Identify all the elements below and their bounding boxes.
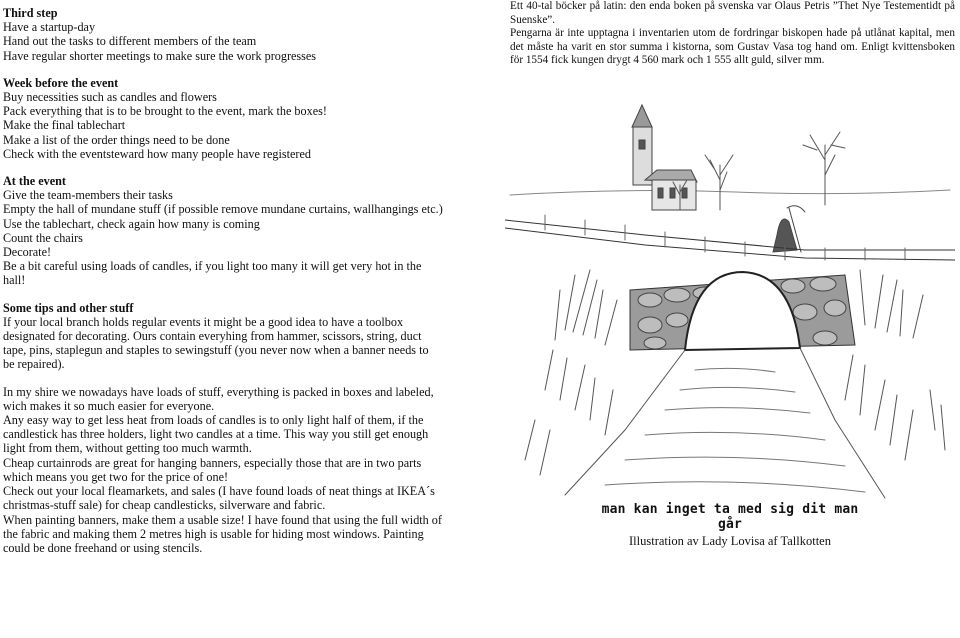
tip-paragraph: Cheap curtainrods are great for hanging banners, especially those that are in two parts which means you get two for the price of one! — [3, 455, 422, 484]
right-text-block — [510, 0, 955, 68]
tip-paragraph: Any easy way to get less heat from loads of candles is to only light half of them, if the candlestick has three holders, light two candles at a time. This way you still get enough light from them, without getting too much warmth. — [3, 413, 429, 456]
section-line: Buy necessities such as candles and flowers — [3, 90, 217, 105]
bridge-illustration — [505, 100, 955, 500]
trees-drawing — [673, 132, 845, 210]
section-title: At the event — [3, 174, 66, 189]
section-line: Make a list of the order things need to be done — [3, 132, 230, 147]
motto-text: man kan inget ta med sig dit man går — [601, 502, 859, 532]
section-at-event — [3, 174, 443, 288]
left-column — [3, 6, 443, 555]
swedish-paragraph: Pengarna är inte upptagna i inventarien utom de fordringar biskopen hade på utlånat kapital, men det måste ha varit en stor summa i kistorna, som Gustav Vasa tog hand om. Enligt kvittensboken för 1554 fick kungen drygt 4 560 mark och 1 555 allt guld, silver mm. — [510, 27, 955, 67]
tip-paragraph: When painting banners, make them a usable size! I have found that using the full width of the fabric and making them 2 metres high is usable for hiding most windows. Painting could be done freehand or using stencils. — [3, 512, 442, 555]
section-line: Decorate! — [3, 245, 52, 260]
tip-paragraph: In my shire we nowadays have loads of stuff, everything is packed in boxes and labeled, wich makes it so much easier for everyone. — [3, 384, 434, 413]
section-title: Week before the event — [3, 75, 119, 90]
church-drawing — [632, 105, 697, 210]
illustration-credit: Illustration av Lady Lovisa af Tallkotten — [629, 534, 831, 548]
section-line: Count the chairs — [3, 230, 83, 245]
tip-paragraph: Check out your local fleamarkets, and sales (I have found loads of neat things at IKEA´s christmas-stuff sale) for cheap candlesticks, silverware and fabric. — [3, 484, 435, 513]
section-line: If your local branch holds regular events it might be a good idea to have a toolbox designated for decorating. Ours contain everyhing from hammer, scissors, string, duct tape, pins, staplegun and staples to sewingstuff (you never now when a banner needs to be repaired). — [3, 314, 429, 372]
section-third-step — [3, 6, 443, 63]
section-line: Empty the hall of mundane stuff (if possible remove mundane curtains, wallhangings etc.) — [3, 202, 443, 217]
section-line: Hand out the tasks to different members of the team — [3, 34, 257, 49]
section-line: Use the tablechart, check again how many is coming — [3, 216, 260, 231]
illustration-caption — [600, 502, 860, 549]
section-title: Some tips and other stuff — [3, 300, 134, 315]
section-week-before — [3, 76, 443, 161]
section-line: Have regular shorter meetings to make sure the work progresses — [3, 48, 317, 63]
reaper-drawing — [773, 206, 805, 252]
section-line: Give the team-members their tasks — [3, 188, 173, 203]
section-line: Pack everything that is to be brought to the event, mark the boxes! — [3, 104, 327, 119]
section-line: Make the final tablechart — [3, 118, 126, 133]
section-line: Be a bit careful using loads of candles, if you light too many it will get very hot in the hall! — [3, 259, 422, 288]
section-title: Third step — [3, 6, 58, 20]
section-tips — [3, 301, 443, 372]
swedish-paragraph: Ett 40-tal böcker på latin: den enda boken på svenska var Olaus Petris ”Thet Nye Testementidt på Suenske”. — [510, 0, 955, 26]
section-line: Check with the eventsteward how many people have registered — [3, 146, 311, 161]
section-line: Have a startup-day — [3, 20, 96, 35]
